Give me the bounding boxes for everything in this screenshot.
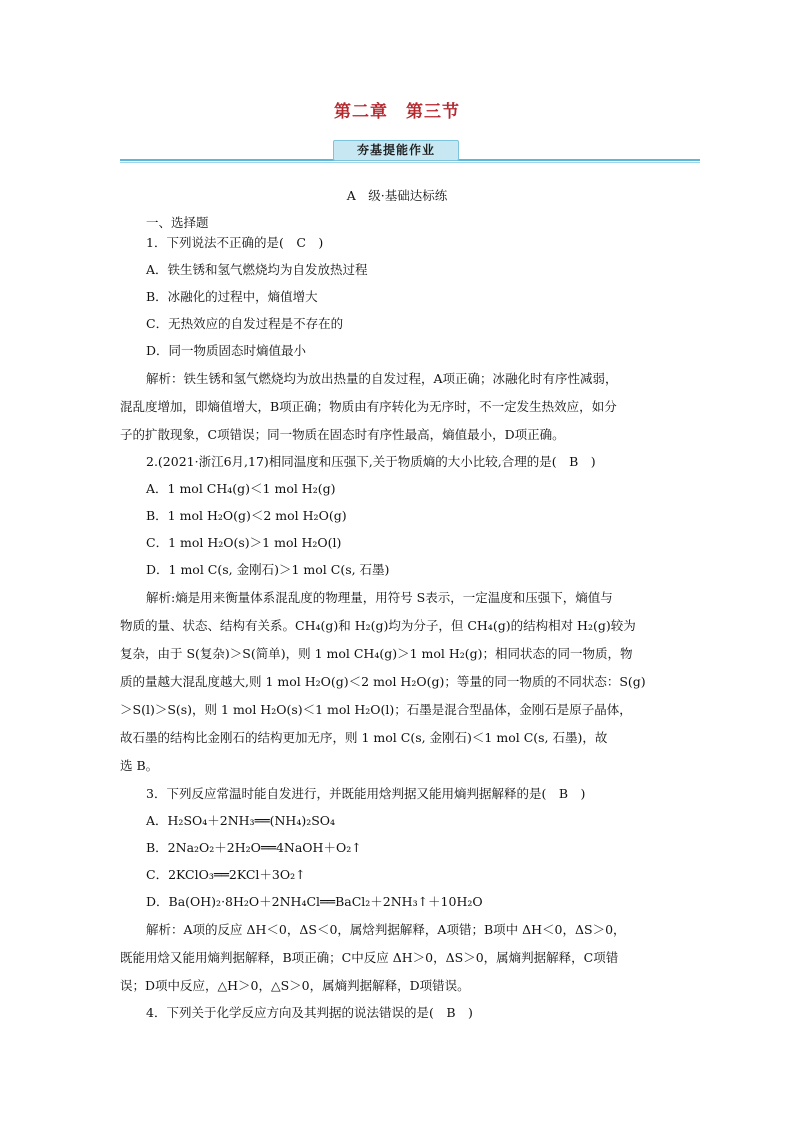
text-line: C．1 mol H₂O(s)＞1 mol H₂O(l) <box>146 535 342 550</box>
text-line: 误；D项中反应，△H＞0，△S＞0，属熵判据解释，D项错误。 <box>120 978 470 993</box>
text-line: B．2Na₂O₂＋2H₂O══4NaOH＋O₂↑ <box>146 840 362 855</box>
text-line: 既能用焓又能用熵判据解释，B项正确；C中反应 ΔH＞0，ΔS＞0，属熵判据解释，C项错 <box>120 950 619 965</box>
banner-rule-thin <box>120 162 700 163</box>
text-line: C．2KClO₃══2KCl＋3O₂↑ <box>146 867 306 882</box>
text-line: 子的扩散现象，C项错误；同一物质在固态时有序性最高，熵值最小，D项正确。 <box>120 427 565 442</box>
text-line: A．铁生锈和氢气燃烧均为自发放热过程 <box>146 262 368 277</box>
section-banner <box>120 139 700 163</box>
text-line: D．1 mol C(s, 金刚石)＞1 mol C(s, 石墨) <box>146 562 390 577</box>
text-line: 物质的量、状态、结构有关系。CH₄(g)和 H₂(g)均为分子，但 CH₄(g)的结构相对 H₂(g)较为 <box>120 618 636 633</box>
homework-badge: 夯基提能作业 <box>333 140 459 161</box>
text-line: A．1 mol CH₄(g)＜1 mol H₂(g) <box>146 481 336 496</box>
text-line: 4．下列关于化学反应方向及其判据的说法错误的是( B ) <box>146 1005 473 1020</box>
text-line: 2.(2021·浙江6月,17)相同温度和压强下,关于物质熵的大小比较,合理的是( B ) <box>146 454 596 469</box>
text-line: ＞S(l)＞S(s)，则 1 mol H₂O(s)＜1 mol H₂O(l)；石墨是混合型晶体，金刚石是原子晶体， <box>120 702 632 717</box>
text-line: D．Ba(OH)₂·8H₂O＋2NH₄Cl══BaCl₂＋2NH₃↑＋10H₂O <box>146 894 483 909</box>
text-line: 1．下列说法不正确的是( C ) <box>146 235 324 250</box>
text-line: 混乱度增加，即熵值增大，B项正确；物质由有序转化为无序时，不一定发生热效应，如分 <box>120 399 617 414</box>
level-heading: A 级·基础达标练 <box>346 188 448 203</box>
page-title: 第二章 第三节 <box>334 102 460 122</box>
text-line: B．1 mol H₂O(g)＜2 mol H₂O(g) <box>146 508 347 523</box>
text-line: B．冰融化的过程中，熵值增大 <box>146 289 318 304</box>
text-line: A．H₂SO₄＋2NH₃══(NH₄)₂SO₄ <box>146 813 336 828</box>
text-line: 3．下列反应常温时能自发进行，并既能用焓判据又能用熵判据解释的是( B ) <box>146 786 586 801</box>
text-line: 质的量越大混乱度越大,则 1 mol H₂O(g)＜2 mol H₂O(g)；等量的同一物质的不同状态：S(g) <box>120 674 646 689</box>
text-line: 复杂，由于 S(复杂)＞S(简单)，则 1 mol CH₄(g)＞1 mol H₂(g)；相同状态的同一物质，物 <box>120 646 633 661</box>
section-heading: 一、选择题 <box>146 215 209 230</box>
text-line: 故石墨的结构比金刚石的结构更加无序，则 1 mol C(s, 金刚石)＜1 mol C(s, 石墨)，故 <box>120 730 608 745</box>
text-line: D．同一物质固态时熵值最小 <box>146 343 307 358</box>
text-line: C．无热效应的自发过程是不存在的 <box>146 316 344 331</box>
text-line: 解析:熵是用来衡量体系混乱度的物理量，用符号 S表示，一定温度和压强下，熵值与 <box>146 590 613 605</box>
text-line: 解析：A项的反应 ΔH＜0，ΔS＜0，属焓判据解释，A项错；B项中 ΔH＜0，ΔS＞0， <box>146 922 626 937</box>
text-line: 选 B。 <box>120 758 159 773</box>
text-line: 解析：铁生锈和氢气燃烧均为放出热量的自发过程，A项正确；冰融化时有序性减弱， <box>146 371 618 386</box>
